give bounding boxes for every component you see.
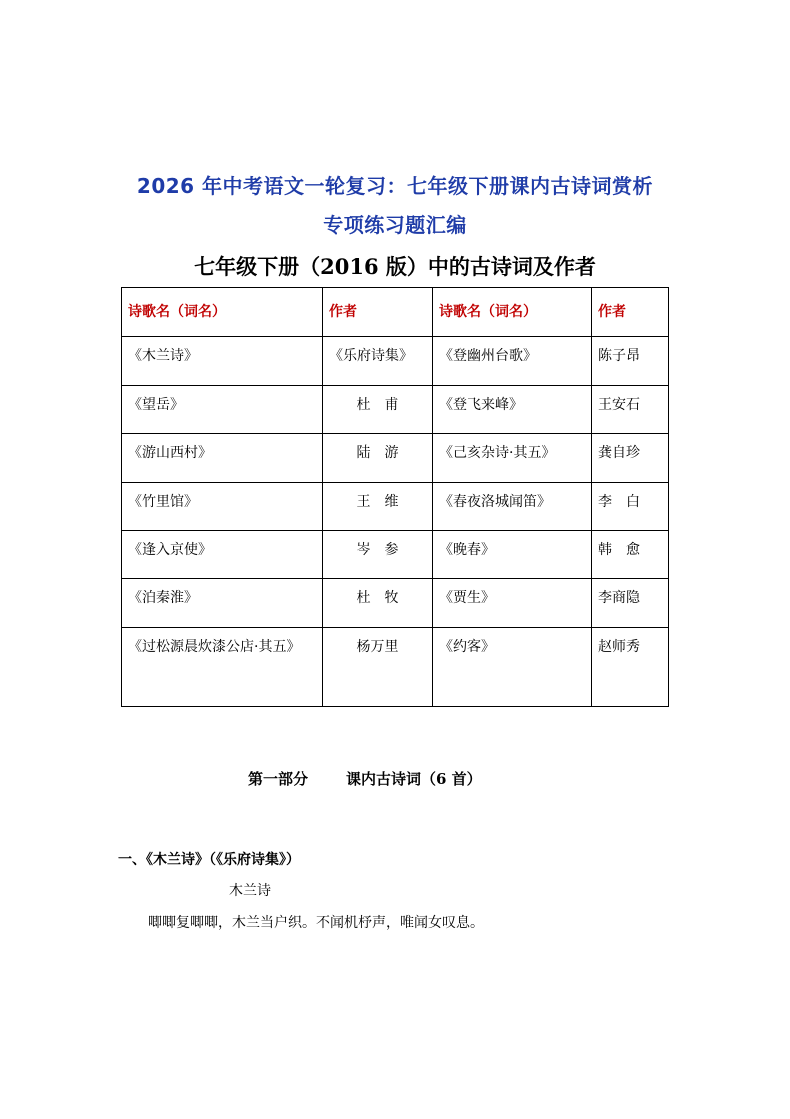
poem-name-cell: 《泊秦淮》 <box>122 579 323 628</box>
header-author-1: 作者 <box>323 288 433 337</box>
table-row <box>122 386 669 434</box>
poem-name-cell: 《游山西村》 <box>122 434 323 483</box>
author-cell: 王安石 <box>592 386 669 434</box>
poem-author-table <box>121 287 669 707</box>
document-title-line-1: 2026 年中考语文一轮复习：七年级下册课内古诗词赏析 <box>136 174 654 198</box>
table-row <box>122 531 669 579</box>
author-cell: 杜 甫 <box>323 386 433 434</box>
document-title-line-2: 专项练习题汇编 <box>323 213 467 237</box>
author-cell: 赵师秀 <box>592 628 669 707</box>
poem-name-cell: 《逢入京使》 <box>122 531 323 579</box>
poem-line: 唧唧复唧唧，木兰当户织。不闻机杼声，唯闻女叹息。 <box>148 915 484 931</box>
author-cell: 王 维 <box>323 483 433 531</box>
section-part-title: 课内古诗词（6 首） <box>346 770 482 788</box>
poem-name-cell: 《望岳》 <box>122 386 323 434</box>
author-cell: 韩 愈 <box>592 531 669 579</box>
header-poem-name-2: 诗歌名（词名） <box>433 288 592 337</box>
section-heading <box>248 768 482 789</box>
item-heading: 一、《木兰诗》（《乐府诗集》） <box>118 852 300 868</box>
poem-name-cell: 《春夜洛城闻笛》 <box>433 483 592 531</box>
section-part-label: 第一部分 <box>248 770 309 788</box>
table-row <box>122 337 669 386</box>
poem-title: 木兰诗 <box>229 883 271 899</box>
author-cell: 岑 参 <box>323 531 433 579</box>
table-row <box>122 434 669 483</box>
author-cell: 《乐府诗集》 <box>323 337 433 386</box>
author-cell: 龚自珍 <box>592 434 669 483</box>
table-row <box>122 579 669 628</box>
table-row <box>122 628 669 707</box>
poem-name-cell: 《登幽州台歌》 <box>433 337 592 386</box>
poem-name-cell: 《木兰诗》 <box>122 337 323 386</box>
poem-name-cell: 《约客》 <box>433 628 592 707</box>
poem-name-cell: 《过松源晨炊漆公店·其五》 <box>122 628 323 707</box>
header-author-2: 作者 <box>592 288 669 337</box>
poem-name-cell: 《登飞来峰》 <box>433 386 592 434</box>
table-header-row <box>122 288 669 337</box>
author-cell: 陆 游 <box>323 434 433 483</box>
author-cell: 杜 牧 <box>323 579 433 628</box>
poem-name-cell: 《竹里馆》 <box>122 483 323 531</box>
table-row <box>122 483 669 531</box>
author-cell: 李 白 <box>592 483 669 531</box>
author-cell: 杨万里 <box>323 628 433 707</box>
poem-name-cell: 《晚春》 <box>433 531 592 579</box>
author-cell: 李商隐 <box>592 579 669 628</box>
table-caption: 七年级下册（2016 版）中的古诗词及作者 <box>194 254 596 279</box>
poem-name-cell: 《贾生》 <box>433 579 592 628</box>
poem-name-cell: 《己亥杂诗·其五》 <box>433 434 592 483</box>
author-cell: 陈子昂 <box>592 337 669 386</box>
header-poem-name-1: 诗歌名（词名） <box>122 288 323 337</box>
